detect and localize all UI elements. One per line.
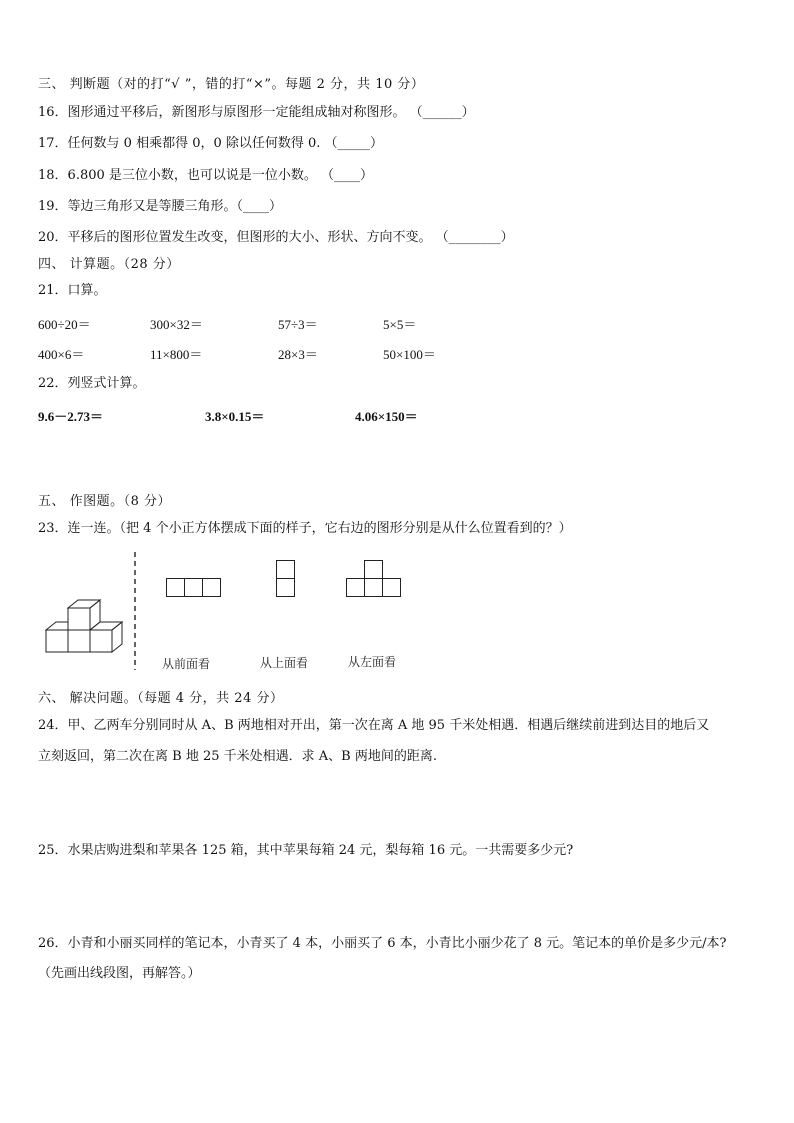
cube-stack-figure bbox=[40, 592, 130, 667]
question-20: 20．平移后的图形位置发生改变，但图形的大小、形状、方向不变。 （________） bbox=[38, 230, 514, 245]
question-22: 22．列竖式计算。 bbox=[38, 376, 146, 391]
oral-calc-item: 50×100＝ bbox=[383, 347, 436, 362]
question-16: 16．图形通过平移后，新图形与原图形一定能组成轴对称图形。 （______） bbox=[38, 105, 475, 120]
question-24-line-1: 24．甲、乙两车分别同时从 A、B 两地相对开出，第一次在离 A 地 95 千米处相遇．相遇后继续前进到达目的地后又 bbox=[38, 718, 710, 733]
vertical-calc-item: 9.6－2.73＝ bbox=[38, 409, 104, 424]
left-view-shape bbox=[346, 560, 402, 598]
oral-calc-item: 11×800＝ bbox=[150, 347, 203, 362]
vertical-calc-item: 3.8×0.15＝ bbox=[205, 409, 265, 424]
section-5-heading: 五、 作图题。（8 分） bbox=[38, 494, 172, 509]
front-view-shape bbox=[166, 578, 222, 598]
question-24-line-2: 立刻返回，第二次在离 B 地 25 千米处相遇．求 A、B 两地间的距离. bbox=[38, 749, 437, 764]
question-23: 23．连一连。（把 4 个小正方体摆成下面的样子，它右边的图形分别是从什么位置看到的？） bbox=[38, 521, 572, 536]
question-18: 18．6.800 是三位小数，也可以说是一位小数。 （____） bbox=[38, 168, 374, 183]
oral-calc-item: 300×32＝ bbox=[150, 317, 203, 332]
view-label-left: 从左面看 bbox=[348, 655, 397, 669]
dashed-divider bbox=[130, 552, 140, 672]
section-3-heading: 三、 判断题（对的打“√ ”，错的打“×”。每题 2 分，共 10 分） bbox=[38, 77, 425, 92]
oral-calc-item: 28×3＝ bbox=[278, 347, 318, 362]
question-26-line-1: 26．小青和小丽买同样的笔记本，小青买了 4 本，小丽买了 6 本，小青比小丽少花了 8 元。笔记本的单价是多少元/本? bbox=[38, 936, 727, 951]
view-label-top: 从上面看 bbox=[260, 656, 309, 670]
question-19: 19．等边三角形又是等腰三角形。（____） bbox=[38, 199, 283, 214]
oral-calc-item: 57÷3＝ bbox=[278, 317, 318, 332]
section-6-heading: 六、 解决问题。（每题 4 分，共 24 分） bbox=[38, 691, 284, 706]
section-4-heading: 四、 计算题。（28 分） bbox=[38, 257, 180, 272]
question-21: 21．口算。 bbox=[38, 283, 107, 298]
top-view-shape bbox=[276, 560, 296, 598]
oral-calc-item: 400×6＝ bbox=[38, 347, 85, 362]
question-17: 17．任何数与 0 相乘都得 0，0 除以任何数得 0. （_____） bbox=[38, 136, 384, 151]
oral-calc-item: 5×5＝ bbox=[383, 317, 417, 332]
oral-calc-item: 600÷20＝ bbox=[38, 317, 91, 332]
vertical-calc-item: 4.06×150＝ bbox=[355, 409, 418, 424]
question-25: 25．水果店购进梨和苹果各 125 箱，其中苹果每箱 24 元，梨每箱 16 元。一共需要多少元? bbox=[38, 843, 574, 858]
view-label-front: 从前面看 bbox=[162, 657, 211, 671]
question-26-line-2: （先画出线段图，再解答。） bbox=[38, 966, 201, 981]
